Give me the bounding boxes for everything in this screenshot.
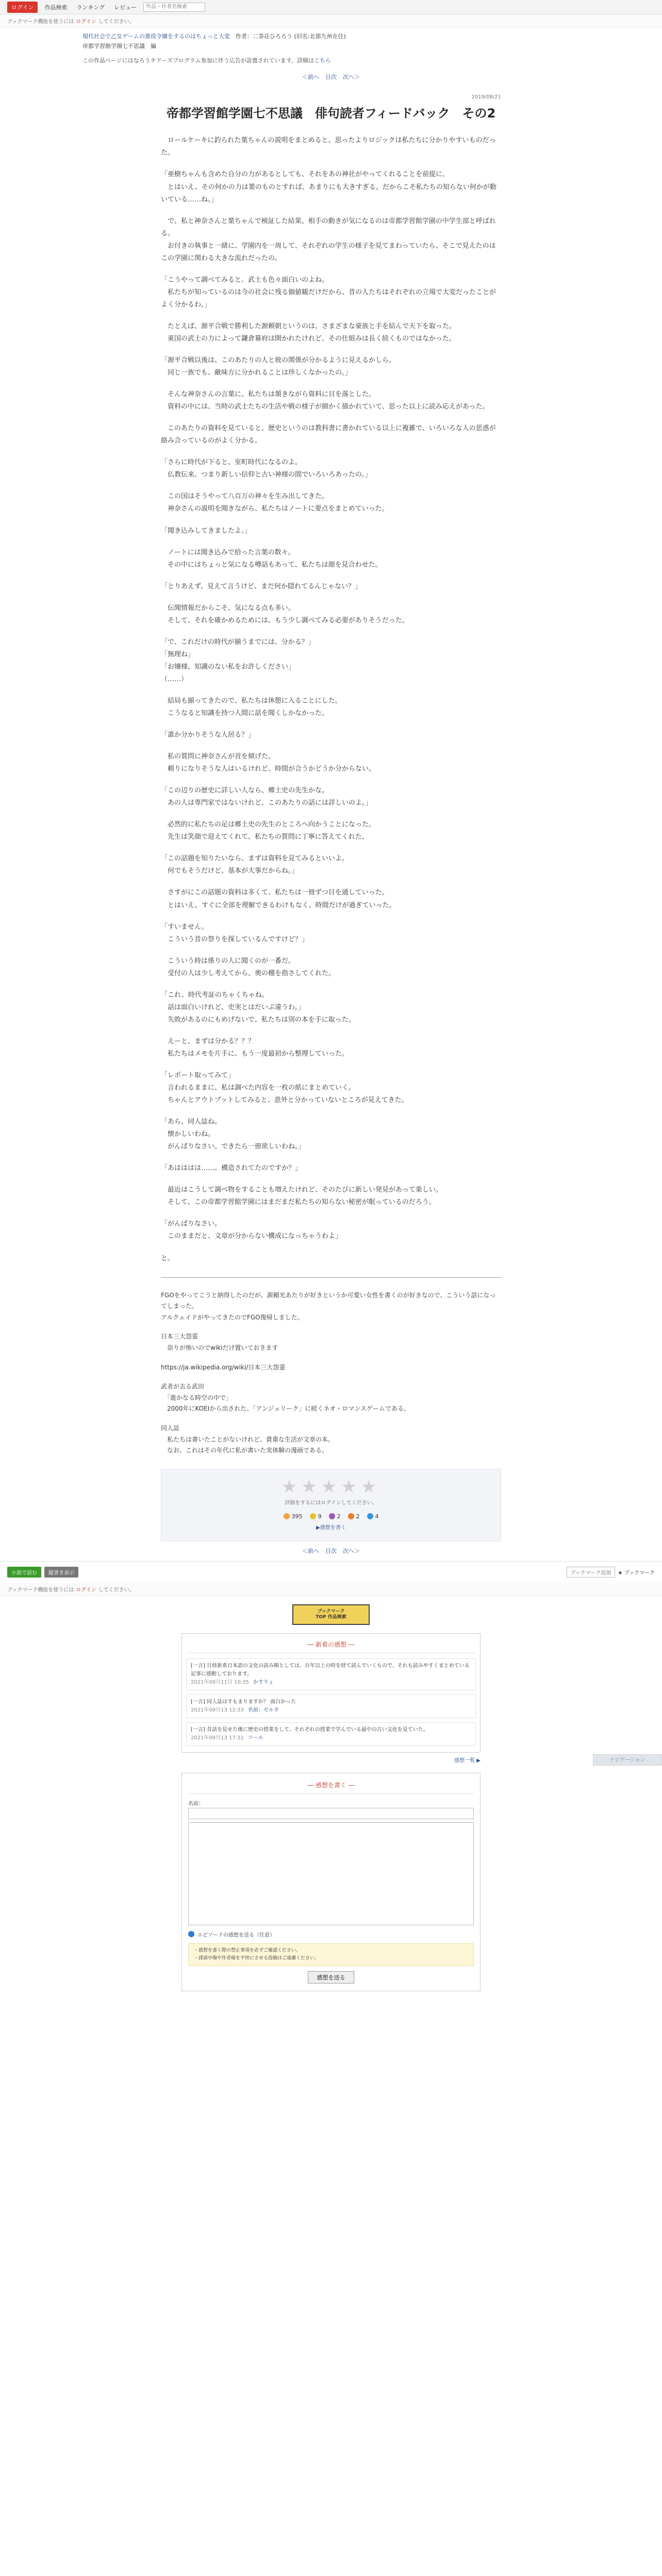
series-info (0, 28, 662, 53)
review-author[interactable]: かすりょ (253, 1679, 274, 1685)
series-sub: 帝都学習館学園七不思議 編 (82, 42, 156, 49)
reaction-button[interactable] (284, 1513, 303, 1520)
paragraph: 私の質問に神奈さんが首を傾げた。 頼りになりそうな人はいるけれど、時間が合うかどうか分からない。 (168, 753, 376, 773)
afterword-paragraph: https://ja.wikipedia.org/wiki/日本三大怨霊 (161, 1363, 286, 1371)
reaction-icon (284, 1513, 290, 1519)
works-link[interactable]: 作品検索 (44, 4, 68, 11)
paragraph: 「この辺りの歴史に詳しい人なら、郷土史の先生かな。 あの人は専門家ではないけれど、このあたりの話には詳しいのよ。」 (161, 787, 372, 807)
bookmark-add-button[interactable]: ブックマーク追加 (567, 1567, 615, 1578)
top-nav (0, 0, 662, 14)
review-item (186, 1694, 476, 1718)
review-text: [一言] 日経新系日本語の文化の読み順としては、百年以上の時を経て読んでいくもので、それも読みやすくまとめている記事に感動しております。 (191, 1663, 470, 1677)
vertical-badge[interactable]: 縦書き表示 (44, 1567, 78, 1578)
review-author[interactable]: ツール (247, 1735, 263, 1741)
reaction-count: 2 (356, 1513, 360, 1520)
banner[interactable] (0, 1604, 662, 1625)
review-date: 2021年09月11日 10:35 (191, 1679, 249, 1685)
paragraph: 「これ、時代考証のちゃくちゃね。 話は面白いけれど、史実とはだいぶ違うわ。」 失敗があるのにもめげないで、私たちは別の本を手に取った。 (161, 991, 355, 1024)
series-title-link[interactable]: 現代社会で乙女ゲームの悪役令嬢をするのはちょっと大変 (82, 33, 230, 40)
paragraph: 「誰か分かりそうな人居る？」 (161, 731, 255, 739)
ad-notice (0, 53, 662, 67)
paragraph: 「で、これだけの時代が揃うまでには、分かる？」 「無理ね」 「お嬢様、知識のない私をお許しください」 （……） (161, 638, 315, 683)
paragraph: 「この話題を知りたいなら、まずは資料を見てみるといいよ。 何でもそうだけど、基本が大事だからね。」 (161, 855, 349, 875)
reaction-button[interactable] (367, 1513, 379, 1520)
send-impression-link[interactable]: ▶感想を書く (316, 1524, 346, 1531)
reaction-count: 2 (337, 1513, 341, 1520)
reaction-icon (348, 1513, 354, 1519)
strip-text-post: してください。 (98, 19, 135, 25)
paragraph: 「さらに時代が下ると、室町時代になるのよ。 仏教伝来、つまり新しい信仰と古い神様の間でいろいろあったの。」 (161, 459, 372, 479)
afterword-paragraph: 同人誌 私たちは書いたことがないけれど、貴重な生活が文章の本。 なお、これはその年代に私が書いた実体験の漫画である。 (161, 1424, 335, 1454)
star-rating[interactable]: ★★★★★ (281, 1476, 381, 1497)
notice-text: この作品ページにはなろうチアーズプログラム参加に伴う広告が設置されています。詳細は (82, 57, 314, 64)
banner-logo: ブックマーク TOP 作品検索 (292, 1604, 370, 1625)
chapter-date: 2019/08/21 (471, 94, 501, 100)
afterword-paragraph: 武者が去る武田 「進かなる時空の中で」 2000年にKOEIから出された、「アンジェリーク」に続くネオ・ロマンスゲームである。 (161, 1383, 410, 1413)
login-notice-strip (0, 14, 662, 28)
form-title: ― 感想を書く ― (188, 1776, 474, 1794)
reaction-count: 9 (318, 1513, 322, 1520)
paragraph: 「あはははは……。構造されてたのですか？」 (161, 1164, 302, 1173)
bookmark-link[interactable]: ★ ブックマーク (618, 1570, 655, 1576)
next-link-bottom[interactable]: 次へ＞ (343, 1547, 360, 1554)
review-date: 2021年09月13 12:33 (191, 1707, 244, 1713)
reaction-icon (329, 1513, 335, 1519)
afterword-paragraph: 日本三大怨霊 祟りが怖いのでwikiだけ置いておきます (161, 1333, 278, 1351)
prev-link-bottom[interactable]: ＜前へ (302, 1547, 319, 1554)
reviews-box (181, 1633, 481, 1753)
paragraph: と。 (161, 1254, 175, 1262)
reaction-icon (310, 1513, 316, 1519)
reaction-count: 395 (291, 1513, 303, 1520)
paragraph: 必然的に私たちの足は郷土史の先生のところへ向かうことになった。 先生は笑顔で迎えてくれて、私たちの質問に丁寧に答えてくれた。 (168, 821, 376, 841)
ranking-link[interactable]: ランキング (76, 4, 105, 11)
review-item (186, 1722, 476, 1746)
side-nav-button[interactable]: ナビゲーション (593, 1754, 662, 1766)
paragraph: 「あら、同人誌ね。 懐かしいわね。 がんばりなさい。できたら一冊欲しいわね。」 (161, 1118, 305, 1151)
chapter-body (161, 134, 501, 1264)
review-date: 2021年09月13 17:31 (191, 1735, 244, 1741)
name-label: 名前： (188, 1801, 204, 1807)
paragraph: で、私と神奈さんと葉ちゃんで検証した結果、相手の動きが気になるのは帝都学習館学園の中学生部と呼ばれる。 お付きの執事と一緒に、学園内を一周して、それぞれの学生の様子を見てまわっていたら、そこで見えたのはこの学園に関わる大きな流れだったの。 (161, 217, 496, 262)
strip2-text: ブックマーク機能を使うには (7, 1587, 74, 1593)
toc-link-bottom[interactable]: 目次 (325, 1547, 337, 1554)
review-text: [一言] 昔話を見せた後に歴史の授業をして、それぞれの授業で学んでいる最中の古い文化を見ていた。 (191, 1726, 428, 1733)
impression-textarea[interactable] (188, 1822, 474, 1925)
paragraph: たとえば、源平合戦で勝利した源頼朝というのは、さまざまな豪族と手を結んで天下を取った。 東国の武士の力によって鎌倉幕府は開かれたけれど、その仕組みは長く続くものではなかった。 (168, 322, 456, 343)
paragraph: そんな神奈さんの言葉に、私たちは頷きながら資料に目を落とした。 資料の中には、当時の武士たちの生活や戦の様子が細かく描かれていて、思った以上に読み応えがあった。 (168, 391, 489, 411)
strip-login-link[interactable]: ログイン (76, 19, 96, 25)
paragraph: このあたりの資料を見ていると、歴史というのは教科書に書かれている以上に複雑で、いろいろな人の思惑が絡み合っているのがよく分かる。 (161, 425, 496, 445)
reaction-bar (167, 1513, 495, 1520)
form-note (188, 1943, 474, 1967)
strip2-text-post: してください。 (98, 1587, 135, 1593)
prev-link[interactable]: ＜前へ (302, 74, 319, 81)
strip2-login-link[interactable]: ログイン (76, 1587, 96, 1593)
strip-text: ブックマーク機能を使うには (7, 19, 74, 25)
paragraph: ノートには聞き込みで拾った言葉の数々。 その中にはちょっと気になる噂話もあって、私たちは顔を見合わせた。 (168, 548, 382, 569)
reviews-title: ― 新着の感想 ― (186, 1636, 476, 1653)
chapter-title: 帝都学習館学園七不思議 俳句読者フィードバック その2 (166, 106, 496, 121)
pager-bottom (161, 1547, 501, 1555)
reviews-more-link[interactable]: 感想一覧 ▶ (454, 1757, 481, 1764)
impression-form (181, 1773, 481, 1992)
reaction-button[interactable] (329, 1513, 341, 1520)
search-input[interactable] (143, 3, 205, 12)
toc-link[interactable]: 目次 (325, 74, 337, 81)
paragraph: 「聞き込みしてきましたよ。」 (161, 527, 252, 535)
paragraph: えーと、まずは分かる？？？ 私たちはメモを片手に、もう一度最初から整理していった。 (168, 1037, 349, 1058)
rating-box (161, 1469, 501, 1541)
note-line-1: ・感想を書く際の禁止事項を必ずご確認ください。 (194, 1947, 301, 1953)
paragraph: 「こうやって調べてみると、武士も色々面白いのよね。 私たちが知っているのは今の社会に残る価値観だけだから、昔の人たちはそれぞれの立場で大変だったことがよく分かるわ。」 (161, 276, 496, 309)
paragraph: こういう時は係りの人に聞くのが一番だ。 受付の人は少し考えてから、奥の棚を指さしてくれた。 (168, 957, 336, 977)
notice-link[interactable]: こちら (313, 57, 331, 64)
paragraph: 「亜樹ちゃんも含めた自分の力があるとしても、それをあの神社がやってくれることを前提に、 とはいえ、その何かの力は葉のものとすれば、あまりにも大きすぎる。だからこそ私たちの知らない何かが動いている……ね。」 (161, 171, 496, 204)
paragraph: 最近はこうして調べ物をすることも増えたけれど、そのたびに新しい発見があって楽しい。 そして、この帝都学習館学園にはまだまだ私たちの知らない秘密が眠っているのだろう。 (168, 1186, 442, 1207)
pager-top (0, 73, 662, 81)
afterword-paragraph: FGOをやってこうと納得したのだが、源頼光あたりが好きというか可愛い女性を書くのが好きなので、こういう話になってしまった。 アルクェイドがやってきたのでFGO復帰しました。 (161, 1291, 496, 1321)
note-line-2: ・誹謗中傷や作者様を不快にさせる投稿はご遠慮ください。 (194, 1955, 320, 1961)
reaction-button[interactable] (348, 1513, 360, 1520)
review-author[interactable]: 名前：ゼルカ (247, 1707, 279, 1713)
login-notice-strip-2 (0, 1583, 662, 1596)
submit-button[interactable]: 感想を送る (308, 1971, 354, 1984)
reaction-count: 4 (375, 1513, 379, 1520)
paragraph: 「とりあえず、見えて言うけど、まだ何か隠れてるんじゃない？」 (161, 582, 361, 590)
afterword-divider (161, 1277, 501, 1278)
rating-hint: 評価をするにはログインしてください。 (285, 1500, 377, 1506)
review-text: [一言] 同人誌はすもまりますか？ 面白かった (191, 1699, 296, 1705)
name-input[interactable] (188, 1808, 474, 1819)
footer-actions (0, 1561, 662, 1583)
check-label: エピソードの感想を送る（任意） (197, 1932, 275, 1938)
next-link[interactable]: 次へ＞ (343, 74, 360, 81)
paragraph: ロールケーキに釣られた葉ちゃんの説明をまとめると、思ったよりロジックは私たちに分かりやすいものだった。 (161, 137, 496, 157)
paragraph: さすがにこの話題の資料は多くて、私たちは一冊ずつ目を通していった。 とはいえ、すぐに全部を理解できるわけもなく、時間だけが過ぎていった。 (168, 889, 396, 909)
radio-icon[interactable] (188, 1931, 194, 1937)
paragraph: 「レポート取ってみて」 言われるままに、私は調べた内容を一枚の紙にまとめていく。 ちゃんとアウトプットしてみると、意外と分かっていないところが見えてきた。 (161, 1072, 408, 1105)
review-link[interactable]: レビュー (114, 4, 137, 11)
paragraph: 「源平合戦以後は、このあたりの人と彼の関係が分かるように見えるかしら。 同じ一族でも、敵味方に分かれることは珍しくなかったの。」 (161, 357, 396, 377)
read-badge[interactable]: 小説で読む (7, 1567, 41, 1578)
paragraph: 「すいません。 こういう昔の祭りを探しているんですけど？」 (161, 923, 309, 943)
paragraph: この国はそうやって八百万の神々を生み出してきた。 神奈さんの説明を聞きながら、私たちはノートに要点をまとめていった。 (168, 493, 389, 513)
chapter-main (161, 94, 501, 1554)
paragraph: 「がんばりなさい。 このままだと、文章が分からない構成になっちゃうわよ」 (161, 1220, 342, 1241)
paragraph: 伝聞情報だからこそ、気になる点も多い。 そして、それを確かめるためには、もう少し調べてみる必要がありそうだった。 (168, 604, 409, 624)
review-item (186, 1658, 476, 1690)
afterword (161, 1290, 501, 1456)
login-button[interactable]: ログイン (7, 2, 38, 13)
episode-check[interactable] (188, 1930, 474, 1938)
reaction-button[interactable] (310, 1513, 322, 1520)
series-author: 作者：二茶荘ひろろう (旧名:北部九州在住) (236, 33, 346, 40)
paragraph: 結局も揃ってきたので、私たちは休憩に入ることにした。 こうなると知識を持つ人間に話を聞くしかなかった。 (168, 697, 342, 718)
reaction-icon (367, 1513, 373, 1519)
